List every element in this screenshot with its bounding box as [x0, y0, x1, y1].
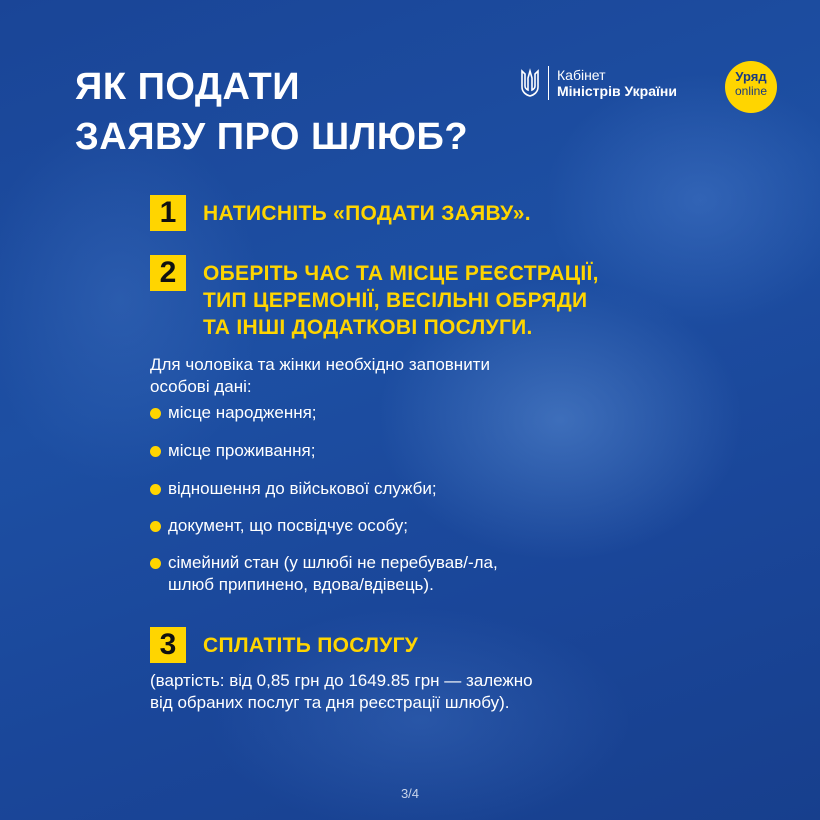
title-line: ЗАЯВУ ПРО ШЛЮБ? — [75, 116, 469, 158]
step-number-2: 2 — [150, 255, 186, 291]
step-line: ОБЕРІТЬ ЧАС ТА МІСЦЕ РЕЄСТРАЦІЇ, — [203, 262, 599, 285]
step-line: СПЛАТІТЬ ПОСЛУГУ — [203, 634, 419, 657]
list-item-text: відношення до військової служби; — [168, 479, 437, 498]
list-item — [150, 478, 437, 500]
bullet-icon — [150, 484, 161, 495]
cabinet-logo — [520, 66, 677, 100]
step-3-text — [203, 632, 418, 659]
list-item-text: місце проживання; — [168, 441, 316, 460]
bullet-icon — [150, 408, 161, 419]
bullet-icon — [150, 521, 161, 532]
step-line: НАТИСНІТЬ «ПОДАТИ ЗАЯВУ». — [203, 202, 531, 225]
step-line: ТИП ЦЕРЕМОНІЇ, ВЕСІЛЬНІ ОБРЯДИ — [203, 289, 588, 312]
list-item — [150, 552, 498, 596]
page-number: 3/4 — [400, 786, 420, 801]
step-line: ТА ІНШІ ДОДАТКОВІ ПОСЛУГИ. — [203, 316, 533, 339]
page-title — [75, 62, 468, 162]
logo-line-2: Міністрів України — [557, 83, 677, 99]
step-number-1: 1 — [150, 195, 186, 231]
bullet-icon — [150, 558, 161, 569]
cost-text — [150, 670, 533, 714]
list-item — [150, 440, 315, 462]
list-item-text: місце народження; — [168, 403, 317, 422]
badge-line-1: Уряд — [735, 69, 767, 84]
cost-line: (вартість: від 0,85 грн до 1649.85 грн — залежно — [150, 671, 533, 690]
intro-line: особові дані: — [150, 377, 252, 396]
list-item — [150, 515, 408, 537]
logo-line-1: Кабінет — [557, 67, 606, 83]
step-2-text — [203, 260, 599, 341]
list-item-text: сімейний стан (у шлюбі не перебував/-ла, — [168, 553, 498, 572]
list-item-text: документ, що посвідчує особу; — [168, 516, 408, 535]
logo-divider — [548, 66, 549, 100]
list-item-text: шлюб припинено, вдова/вдівець). — [168, 575, 434, 594]
intro-text — [150, 354, 490, 398]
step-number-3: 3 — [150, 627, 186, 663]
trident-icon — [520, 68, 540, 98]
step-1-text — [203, 200, 531, 227]
uryad-online-badge — [725, 61, 777, 113]
cost-line: від обраних послуг та дня реєстрації шлюбу). — [150, 693, 510, 712]
bullet-icon — [150, 446, 161, 457]
badge-line-2: online — [734, 84, 768, 98]
intro-line: Для чоловіка та жінки необхідно заповнити — [150, 355, 490, 374]
list-item — [150, 402, 317, 424]
title-line: ЯК ПОДАТИ — [75, 66, 301, 108]
